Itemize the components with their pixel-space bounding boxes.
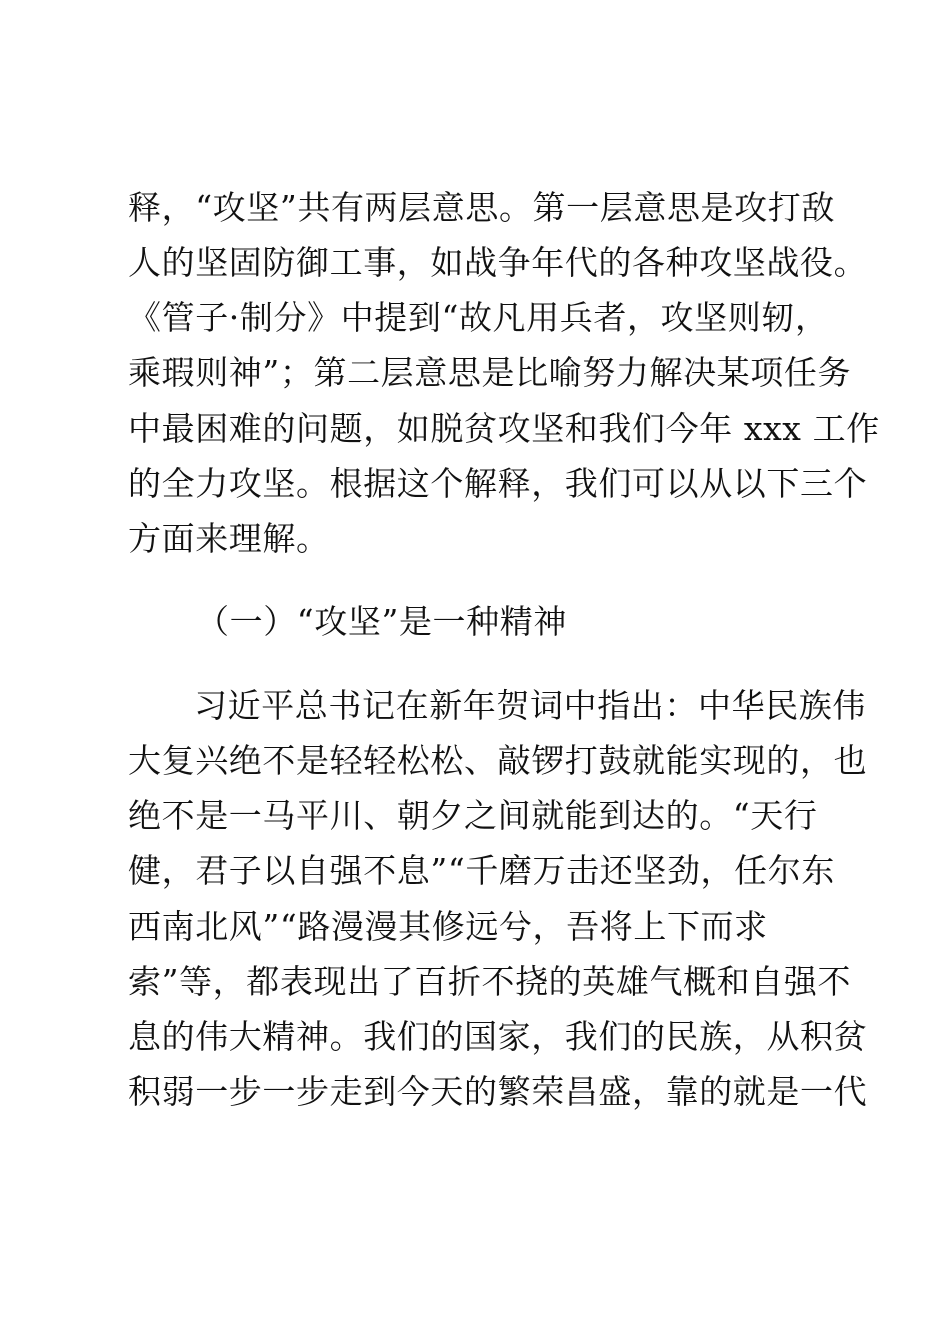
section-heading: （一）“攻坚”是一种精神	[196, 602, 567, 641]
paragraph-1-line-5: 中最困难的问题，如脱贫攻坚和我们今年 xxx 工作	[128, 409, 880, 448]
paragraph-1-line-3: 《管子·制分》中提到“故凡用兵者，攻坚则轫，	[128, 298, 829, 337]
paragraph-2-line-6: 索”等，都表现出了百折不挠的英雄气概和自强不	[128, 962, 852, 1001]
paragraph-1-line-2: 人的坚固防御工事，如战争年代的各种攻坚战役。	[128, 243, 868, 282]
paragraph-2-line-3: 绝不是一马平川、朝夕之间就能到达的。“天行	[128, 796, 818, 835]
paragraph-2-line-7: 息的伟大精神。我们的国家，我们的民族，从积贫	[128, 1017, 868, 1056]
paragraph-1-line-4: 乘瑕则神”；第二层意思是比喻努力解决某项任务	[128, 353, 852, 392]
paragraph-2-line-8: 积弱一步一步走到今天的繁荣昌盛，靠的就是一代	[128, 1072, 868, 1111]
paragraph-2-line-5: 西南北风”“路漫漫其修远兮，吾将上下而求	[128, 907, 768, 946]
paragraph-1-line-7: 方面来理解。	[128, 519, 330, 558]
paragraph-2-line-1	[128, 686, 866, 726]
paragraph-1-line-1: 释，“攻坚”共有两层意思。第一层意思是攻打敌	[128, 188, 835, 227]
paragraph-1-line-6: 的全力攻坚。根据这个解释，我们可以从以下三个	[128, 464, 868, 503]
paragraph-2-line-4: 健，君子以自强不息”“千磨万击还坚劲，任尔东	[128, 851, 835, 890]
paragraph-2-line-1-text: 习近平总书记在新年贺词中指出：中华民族伟	[194, 686, 866, 725]
paragraph-2-line-2: 大复兴绝不是轻轻松松、敲锣打鼓就能实现的，也	[128, 741, 868, 780]
